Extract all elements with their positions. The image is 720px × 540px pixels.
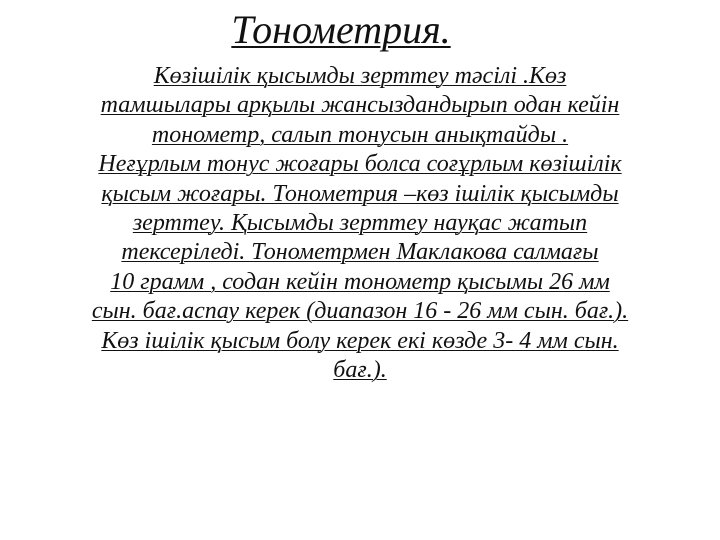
body-line: тексеріледі. Тонометрмен Маклакова салмағы [121, 239, 599, 266]
body-line: тонометр, салып тонусын анықтайды . [151, 121, 569, 148]
body-line: қысым жоғары. Тонометрия –көз ішілік қысымды [101, 180, 619, 207]
slide-title: Тонометрия. [231, 7, 451, 52]
body-line: Көз ішілік қысым болу керек екі көзде 3- 4 мм сын. [101, 327, 619, 354]
slide-body [0, 62, 720, 385]
body-line: зерттеу. Қысымды зерттеу науқас жатып [132, 210, 588, 237]
body-line: 10 грамм , содан кейін тонометр қысымы 26 мм [110, 268, 610, 295]
body-line: Көзішілік қысымды зерттеу тәсілі .Көз [153, 63, 567, 89]
body-line: бағ.). [333, 357, 387, 384]
body-line: тамшылары арқылы жансыздандырып одан кейін [100, 92, 620, 119]
body-line: сын. бағ.аспау керек (диапазон 16 - 26 мм сын. бағ.). [91, 298, 629, 325]
body-line: Неғұрлым тонус жоғары болса соғұрлым көзішілік [98, 151, 622, 178]
